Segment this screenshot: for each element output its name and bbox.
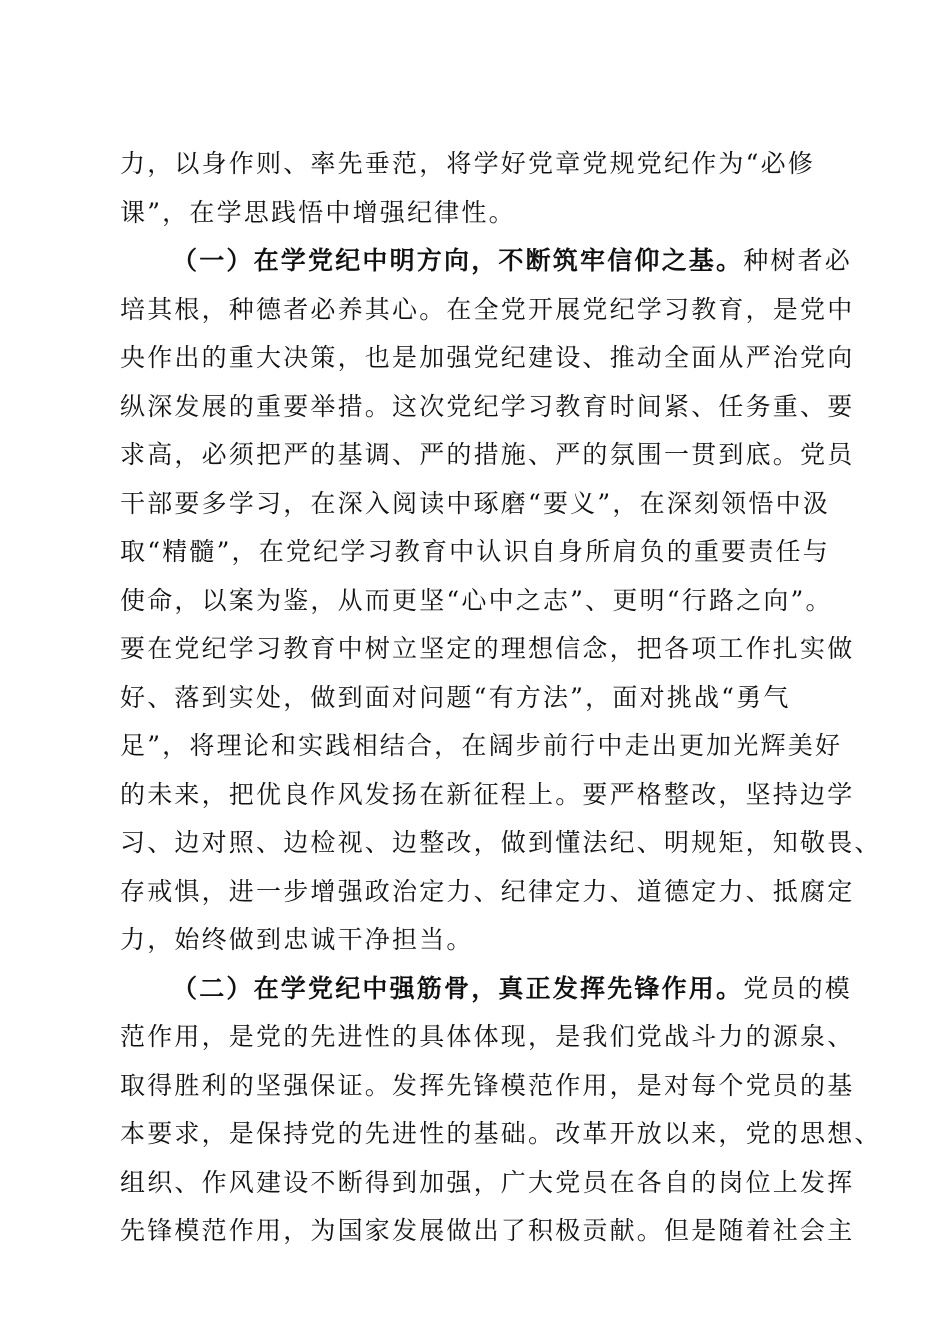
text-line: 组织、作风建设不断得到加强，广大党员在各自的岗位上发挥 (120, 1167, 855, 1197)
section-1-first-line-rest: 种树者必 (743, 246, 853, 275)
text-line: 央作出的重大决策，也是加强党纪建设、推动全面从严治党向 (120, 343, 855, 372)
text-line: 使命，以案为鉴，从而更坚“心中之志”、更明“行路之向”。 (120, 585, 833, 615)
text-line: 培其根，种德者必养其心。在全党开展党纪学习教育，是党中 (120, 294, 855, 324)
text-line: 要在党纪学习教育中树立坚定的理想信念，把各项工作扎实做 (120, 634, 855, 663)
text-line: 好、落到实处，做到面对问题“有方法”，面对挑战“勇气 (120, 682, 791, 712)
text-line: 求高，必须把严的基调、严的措施、严的氛围一贯到底。党员 (120, 440, 855, 469)
text-line: 先锋模范作用，为国家发展做出了积极贡献。但是随着社会主 (120, 1216, 855, 1245)
text-line: 习、边对照、边检视、边整改，做到懂法纪、明规矩，知敬畏、 (120, 828, 882, 857)
text-line: 足”，将理论和实践相结合，在阔步前行中走出更加光辉美好 (120, 731, 843, 760)
text-line: 的未来，把优良作风发扬在新征程上。要严格整改，坚持边学 (120, 779, 855, 809)
text-line: 干部要多学习，在深入阅读中琢磨“要义”，在深刻领悟中汲 (120, 488, 830, 518)
text-line: 存戒惧，进一步增强政治定力、纪律定力、道德定力、抵腐定 (120, 876, 855, 906)
section-1-heading: （一）在学党纪中明方向，不断筑牢信仰之基。 (172, 246, 744, 275)
text-line: 力，以身作则、率先垂范，将学好党章党规党纪作为“必修 (120, 149, 815, 178)
text-line: 纵深发展的重要举措。这次党纪学习教育时间紧、任务重、要 (120, 391, 855, 421)
text-line: 取“精髓”，在党纪学习教育中认识自身所肩负的重要责任与 (120, 537, 830, 566)
text-line: 课”，在学思践悟中增强纪律性。 (120, 197, 516, 227)
section-2-first-line-rest: 党员的模 (743, 973, 853, 1003)
section-2-heading: （二）在学党纪中强筋骨，真正发挥先锋作用。 (172, 973, 744, 1003)
text-line: 取得胜利的坚强保证。发挥先锋模范作用，是对每个党员的基 (120, 1070, 855, 1100)
text-line: 本要求，是保持党的先进性的基础。改革开放以来，党的思想、 (120, 1119, 882, 1148)
section-1-heading-line (120, 237, 853, 286)
text-line: 力，始终做到忠诚干净担当。 (120, 925, 474, 954)
section-2-heading-line (120, 965, 853, 1014)
text-line: 范作用，是党的先进性的具体体现，是我们党战斗力的源泉、 (120, 1022, 855, 1051)
document-body (120, 140, 882, 1256)
